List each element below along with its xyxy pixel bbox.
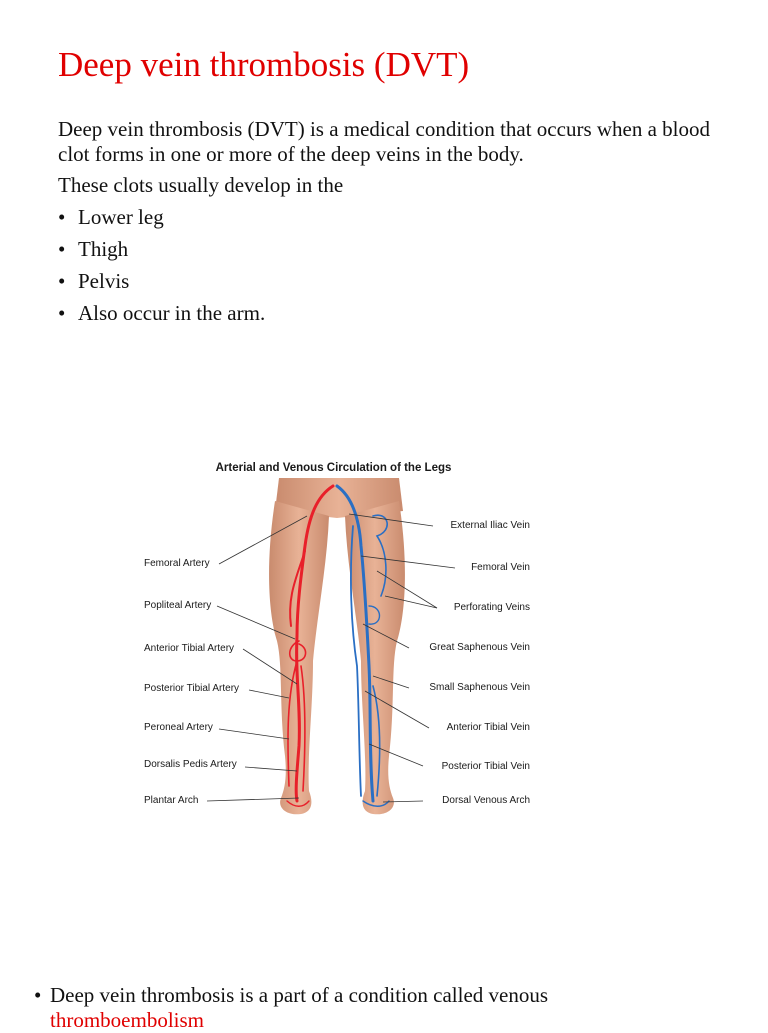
lead-text: These clots usually develop in the xyxy=(58,173,344,197)
label-femoral-artery: Femoral Artery xyxy=(144,558,210,569)
label-anterior-tibial-artery: Anterior Tibial Artery xyxy=(144,643,235,654)
label-peroneal-artery: Peroneal Artery xyxy=(144,722,213,733)
bullet-icon: • xyxy=(58,269,66,293)
bottom-text: Deep vein thrombosis is a part of a condition called venous xyxy=(50,983,549,1007)
bullet-icon: • xyxy=(58,237,66,261)
label-perforating-veins: Perforating Veins xyxy=(453,602,530,613)
list-item-label: Thigh xyxy=(78,237,129,261)
bullet-icon: • xyxy=(58,301,66,325)
bullet-icon: • xyxy=(58,205,66,229)
list-item xyxy=(58,269,265,301)
list-item xyxy=(58,301,265,333)
right-leg-shape xyxy=(345,501,405,814)
label-plantar-arch: Plantar Arch xyxy=(144,795,199,806)
bullet-icon: • xyxy=(34,983,42,1007)
intro-paragraph: Deep vein thrombosis (DVT) is a medical condition that occurs when a blood clot forms in one or more of the deep veins in the body. xyxy=(58,117,711,166)
label-dorsalis-pedis-artery: Dorsalis Pedis Artery xyxy=(144,759,237,770)
label-anterior-tibial-vein: Anterior Tibial Vein xyxy=(446,722,530,733)
list-item-label: Also occur in the arm. xyxy=(78,301,266,325)
list-item-label: Lower leg xyxy=(78,205,164,229)
list-item xyxy=(58,205,265,237)
location-list xyxy=(58,205,265,333)
label-external-iliac-vein: External Iliac Vein xyxy=(450,520,530,531)
bottom-bullet xyxy=(34,983,734,1033)
label-posterior-tibial-vein: Posterior Tibial Vein xyxy=(441,761,530,772)
figure-title: Arterial and Venous Circulation of the Legs xyxy=(215,462,452,474)
label-posterior-tibial-artery: Posterior Tibial Artery xyxy=(144,683,240,694)
leg-circulation-figure xyxy=(137,456,530,824)
label-great-saphenous-vein: Great Saphenous Vein xyxy=(429,642,530,653)
left-leg-shape xyxy=(269,501,329,814)
page-title: Deep vein thrombosis (DVT) xyxy=(58,45,470,84)
label-popliteal-artery: Popliteal Artery xyxy=(144,600,212,611)
label-dorsal-venous-arch: Dorsal Venous Arch xyxy=(442,795,530,806)
bottom-line-1 xyxy=(34,983,734,1008)
leader-lines xyxy=(207,514,455,802)
list-item xyxy=(58,237,265,269)
bottom-highlight: thromboembolism xyxy=(50,1008,204,1032)
label-small-saphenous-vein: Small Saphenous Vein xyxy=(429,682,530,693)
list-item-label: Pelvis xyxy=(78,269,130,293)
label-femoral-vein: Femoral Vein xyxy=(471,562,530,573)
